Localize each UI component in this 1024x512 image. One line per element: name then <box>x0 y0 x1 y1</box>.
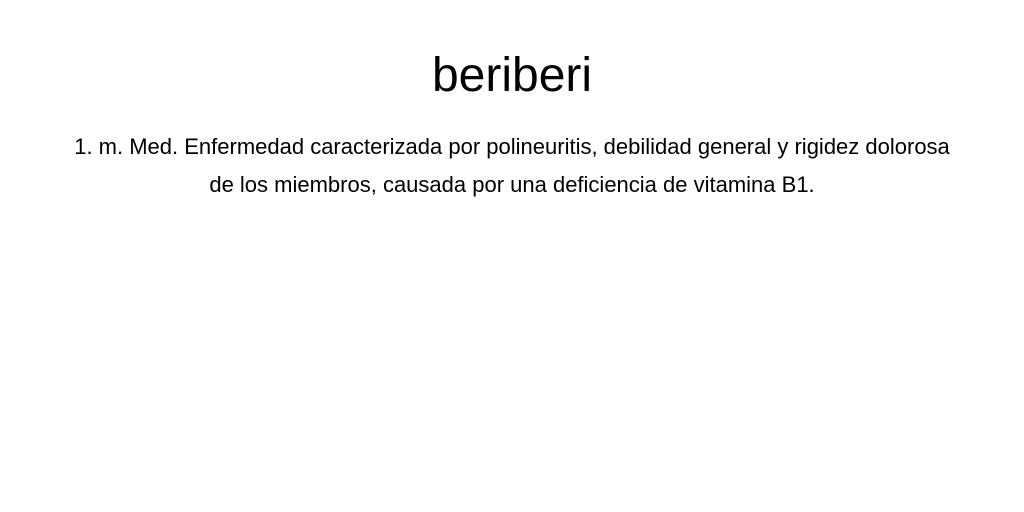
definition-text: 1. m. Med. Enfermedad caracterizada por polineuritis, debilidad general y rigidez dolorosa de los miembros, causada por una deficiencia de vitamina B1. <box>74 134 950 197</box>
headword-title: beriberi <box>431 49 593 102</box>
